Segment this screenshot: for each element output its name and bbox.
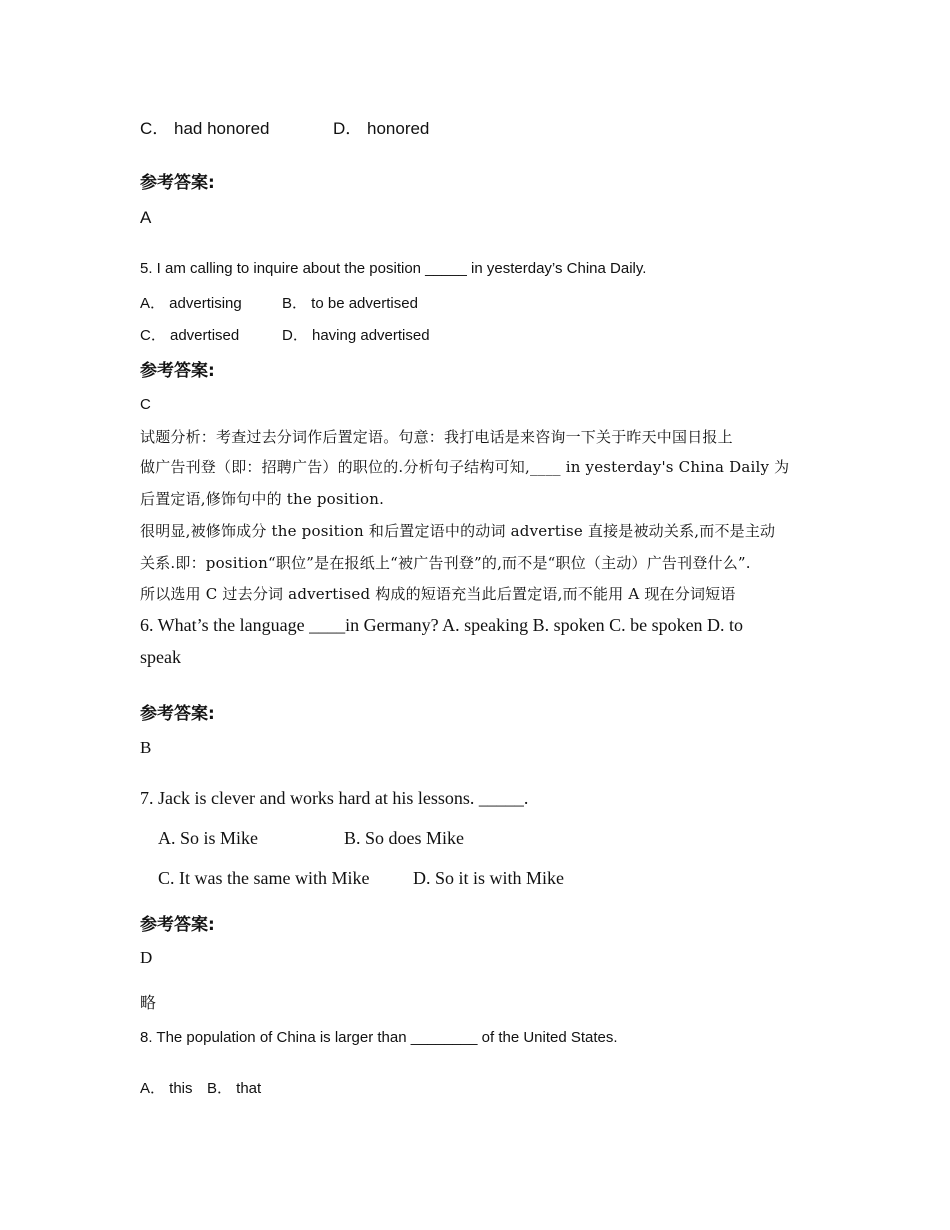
q7-option-a: A. So is Mike [158, 828, 259, 848]
q4-option-c: C． had honored [140, 119, 270, 138]
q6-question-line-1: 6. What’s the language ____in Germany? A. speaking B. spoken C. be spoken D. to [140, 615, 744, 635]
q5-question: 5. I am calling to inquire about the position _____ in yesterday’s China Daily. [140, 260, 647, 277]
q8-option-b: B． that [207, 1080, 262, 1097]
q4-option-d: D． honored [333, 119, 430, 138]
q5-option-c: C． advertised [140, 327, 240, 344]
q7-question: 7. Jack is clever and works hard at his lessons. _____. [140, 788, 529, 808]
q5-option-a: A． advertising [140, 295, 242, 312]
q5-answer-heading: 参考答案: [140, 361, 215, 381]
q5-option-d: D． having advertised [282, 327, 430, 344]
q5-answer: C [140, 396, 151, 413]
q6-answer-heading: 参考答案: [140, 704, 215, 724]
q5-analysis-line: 所以选用 C 过去分词 advertised 构成的短语充当此后置定语,而不能用 A 现在分词短语 [140, 585, 736, 603]
q5-analysis-line: 试题分析：考查过去分词作后置定语。句意：我打电话是来咨询一下关于昨天中国日报上 [140, 428, 733, 446]
q5-analysis-line: 后置定语,修饰句中的 the position. [140, 490, 385, 508]
q7-note: 略 [140, 993, 157, 1012]
q7-answer-heading: 参考答案: [140, 915, 215, 935]
q6-answer: B [140, 738, 152, 757]
q6-question-line-2: speak [140, 647, 181, 667]
q7-option-b: B. So does Mike [344, 828, 465, 848]
q5-option-b: B． to be advertised [282, 295, 418, 312]
q5-analysis-line: 做广告刊登（即：招聘广告）的职位的.分析句子结构可知,____ in yesterday's China Daily 为 [140, 458, 790, 476]
q5-analysis-line: 关系.即：position“职位”是在报纸上“被广告刊登”的,而不是“职位（主动）广告刊登什么”. [140, 554, 751, 572]
q7-option-c: C. It was the same with Mike [158, 868, 370, 888]
q7-option-d: D. So it is with Mike [413, 868, 565, 888]
q7-answer: D [140, 948, 153, 967]
q4-answer-heading: 参考答案: [140, 173, 215, 193]
q4-answer: A [140, 208, 152, 227]
q8-question: 8. The population of China is larger than ________ of the United States. [140, 1029, 618, 1046]
q5-analysis-line: 很明显,被修饰成分 the position 和后置定语中的动词 advertise 直接是被动关系,而不是主动 [140, 522, 776, 540]
q8-option-a: A． this [140, 1080, 193, 1097]
